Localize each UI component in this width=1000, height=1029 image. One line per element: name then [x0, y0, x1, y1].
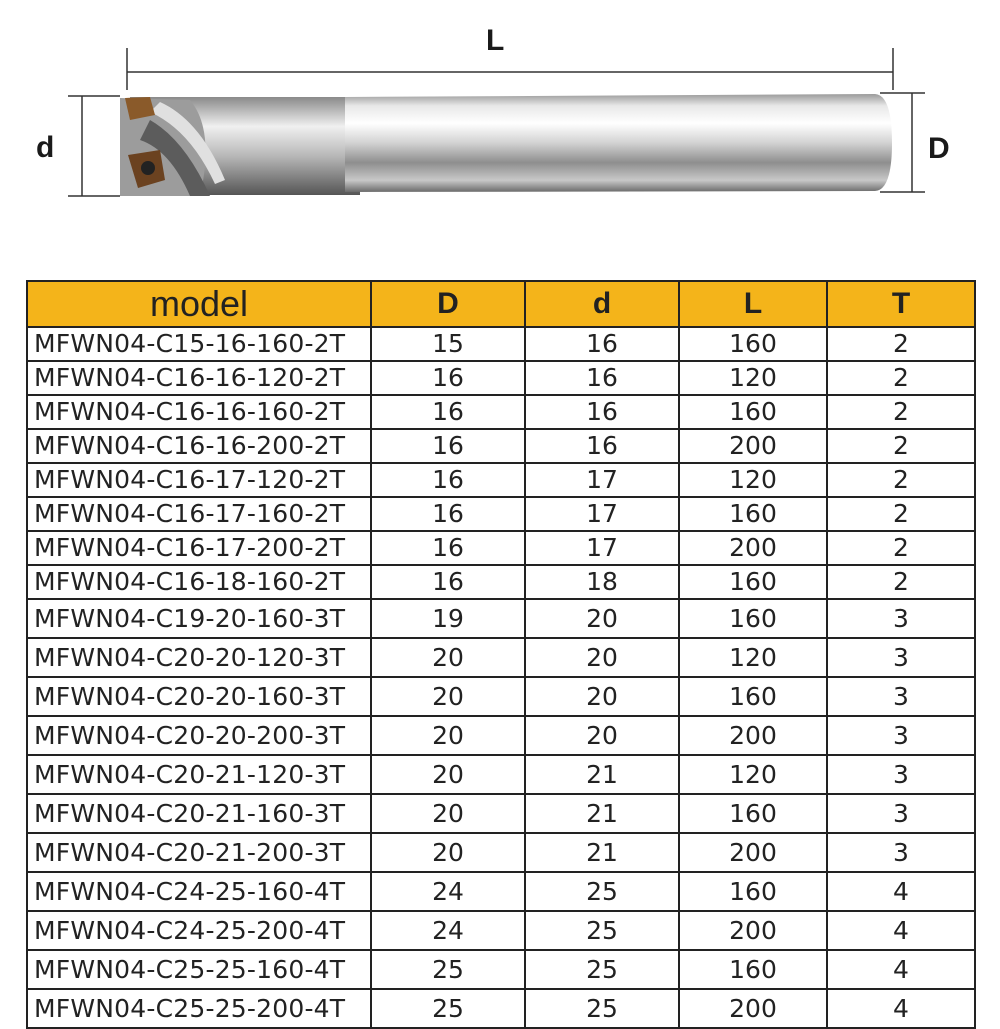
- table-row: [27, 911, 975, 950]
- table-row: [27, 755, 975, 794]
- length-dimension-label: L: [486, 24, 505, 57]
- cell-d: 16: [525, 361, 679, 395]
- cell-model: MFWN04-C16-17-120-2T: [27, 463, 371, 497]
- cell-L: 200: [679, 716, 827, 755]
- cell-L: 160: [679, 872, 827, 911]
- table-header-row: [27, 281, 975, 327]
- table-row: [27, 395, 975, 429]
- cell-T: 3: [827, 794, 975, 833]
- cell-model: MFWN04-C20-20-120-3T: [27, 638, 371, 677]
- table-row: [27, 565, 975, 599]
- cell-T: 2: [827, 463, 975, 497]
- cell-T: 2: [827, 327, 975, 361]
- table-row: [27, 794, 975, 833]
- cell-d: 17: [525, 497, 679, 531]
- table-row: [27, 950, 975, 989]
- cell-D: 20: [371, 638, 525, 677]
- table-row: [27, 989, 975, 1028]
- cell-model: MFWN04-C20-20-200-3T: [27, 716, 371, 755]
- header-L: L: [679, 281, 827, 327]
- cell-model: MFWN04-C15-16-160-2T: [27, 327, 371, 361]
- cell-L: 200: [679, 911, 827, 950]
- cell-D: 20: [371, 833, 525, 872]
- cell-d: 20: [525, 638, 679, 677]
- cell-L: 160: [679, 599, 827, 638]
- table-body: [27, 327, 975, 1028]
- cell-d: 25: [525, 872, 679, 911]
- table-row: [27, 872, 975, 911]
- table-row: [27, 638, 975, 677]
- cell-T: 4: [827, 950, 975, 989]
- neck-diameter-dimension-label: d: [36, 131, 55, 164]
- cell-model: MFWN04-C16-17-160-2T: [27, 497, 371, 531]
- cell-model: MFWN04-C24-25-200-4T: [27, 911, 371, 950]
- cell-L: 160: [679, 565, 827, 599]
- cell-L: 160: [679, 794, 827, 833]
- cell-L: 160: [679, 497, 827, 531]
- cell-D: 25: [371, 950, 525, 989]
- cell-T: 2: [827, 361, 975, 395]
- cell-L: 120: [679, 463, 827, 497]
- cell-D: 20: [371, 794, 525, 833]
- cell-L: 160: [679, 950, 827, 989]
- cell-d: 21: [525, 755, 679, 794]
- cell-d: 25: [525, 911, 679, 950]
- cell-T: 4: [827, 872, 975, 911]
- cell-T: 4: [827, 989, 975, 1028]
- cell-D: 20: [371, 677, 525, 716]
- cell-L: 120: [679, 755, 827, 794]
- cell-model: MFWN04-C19-20-160-3T: [27, 599, 371, 638]
- cell-D: 19: [371, 599, 525, 638]
- cell-D: 25: [371, 989, 525, 1028]
- cell-L: 120: [679, 638, 827, 677]
- cell-T: 2: [827, 395, 975, 429]
- cell-D: 16: [371, 497, 525, 531]
- cell-D: 24: [371, 911, 525, 950]
- cell-L: 200: [679, 989, 827, 1028]
- cell-d: 20: [525, 677, 679, 716]
- header-T: T: [827, 281, 975, 327]
- table-row: [27, 599, 975, 638]
- cell-T: 2: [827, 497, 975, 531]
- cell-model: MFWN04-C25-25-200-4T: [27, 989, 371, 1028]
- cell-model: MFWN04-C25-25-160-4T: [27, 950, 371, 989]
- cell-T: 2: [827, 429, 975, 463]
- cell-model: MFWN04-C20-21-160-3T: [27, 794, 371, 833]
- cell-d: 25: [525, 950, 679, 989]
- cell-d: 25: [525, 989, 679, 1028]
- cell-D: 16: [371, 361, 525, 395]
- cell-D: 24: [371, 872, 525, 911]
- cell-L: 200: [679, 429, 827, 463]
- cell-T: 3: [827, 755, 975, 794]
- cell-L: 160: [679, 327, 827, 361]
- cell-d: 17: [525, 531, 679, 565]
- cell-d: 20: [525, 599, 679, 638]
- cell-d: 21: [525, 794, 679, 833]
- table-row: [27, 497, 975, 531]
- cell-d: 20: [525, 716, 679, 755]
- table-row: [27, 833, 975, 872]
- cell-T: 3: [827, 716, 975, 755]
- header-D: D: [371, 281, 525, 327]
- tool-drawing: [0, 0, 1000, 230]
- spec-table-container: [26, 280, 974, 1029]
- cell-model: MFWN04-C16-16-120-2T: [27, 361, 371, 395]
- table-row: [27, 463, 975, 497]
- cell-T: 2: [827, 531, 975, 565]
- cell-D: 16: [371, 395, 525, 429]
- shank-diameter-dimension-label: D: [928, 132, 950, 165]
- cell-model: MFWN04-C16-16-200-2T: [27, 429, 371, 463]
- cell-d: 17: [525, 463, 679, 497]
- cell-model: MFWN04-C20-21-200-3T: [27, 833, 371, 872]
- table-row: [27, 327, 975, 361]
- cell-D: 20: [371, 755, 525, 794]
- cell-L: 200: [679, 833, 827, 872]
- cell-L: 160: [679, 677, 827, 716]
- cell-model: MFWN04-C16-18-160-2T: [27, 565, 371, 599]
- header-d: d: [525, 281, 679, 327]
- table-row: [27, 531, 975, 565]
- cell-d: 16: [525, 429, 679, 463]
- cell-model: MFWN04-C24-25-160-4T: [27, 872, 371, 911]
- cell-model: MFWN04-C16-16-160-2T: [27, 395, 371, 429]
- cell-D: 15: [371, 327, 525, 361]
- cell-model: MFWN04-C16-17-200-2T: [27, 531, 371, 565]
- cell-T: 2: [827, 565, 975, 599]
- cell-T: 3: [827, 677, 975, 716]
- cell-T: 4: [827, 911, 975, 950]
- cell-L: 160: [679, 395, 827, 429]
- cell-model: MFWN04-C20-20-160-3T: [27, 677, 371, 716]
- cell-D: 16: [371, 429, 525, 463]
- table-row: [27, 677, 975, 716]
- cell-D: 16: [371, 531, 525, 565]
- cell-L: 200: [679, 531, 827, 565]
- cell-d: 21: [525, 833, 679, 872]
- spec-table: [26, 280, 976, 1029]
- cell-D: 16: [371, 463, 525, 497]
- table-row: [27, 429, 975, 463]
- header-model: model: [27, 281, 371, 327]
- cell-T: 3: [827, 833, 975, 872]
- cell-d: 18: [525, 565, 679, 599]
- table-row: [27, 361, 975, 395]
- cell-T: 3: [827, 638, 975, 677]
- table-row: [27, 716, 975, 755]
- cell-d: 16: [525, 395, 679, 429]
- cell-model: MFWN04-C20-21-120-3T: [27, 755, 371, 794]
- cell-D: 16: [371, 565, 525, 599]
- cell-L: 120: [679, 361, 827, 395]
- cell-T: 3: [827, 599, 975, 638]
- cell-d: 16: [525, 327, 679, 361]
- cell-D: 20: [371, 716, 525, 755]
